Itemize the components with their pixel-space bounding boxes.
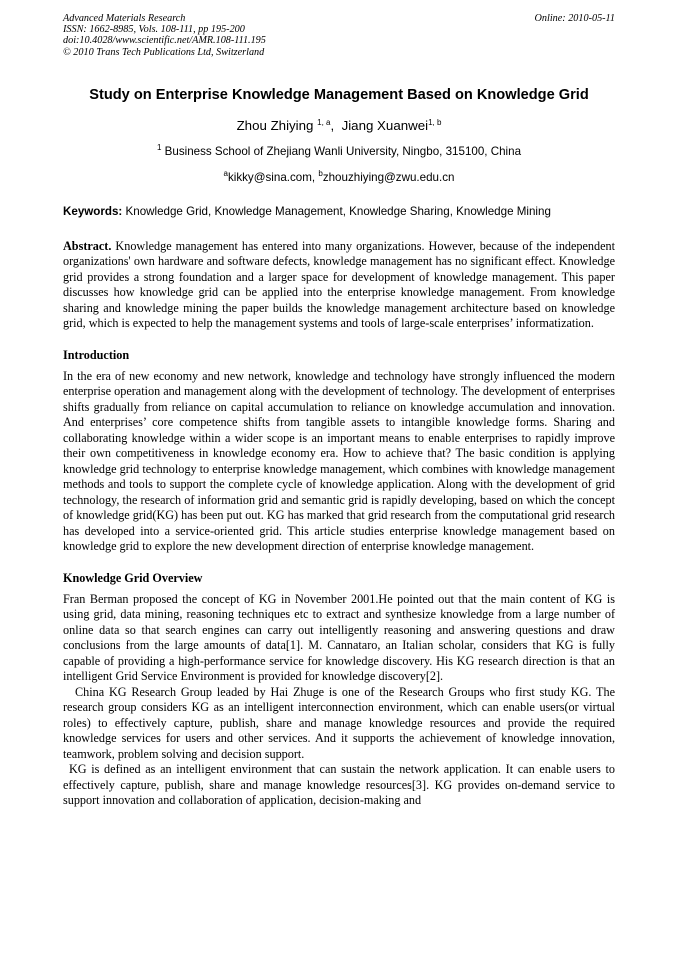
paper-title: Study on Enterprise Knowledge Management Based on Knowledge Grid xyxy=(89,86,589,103)
affiliation xyxy=(63,141,615,159)
author-name: Zhou Zhiying xyxy=(236,117,314,133)
journal-header xyxy=(63,13,615,58)
author-affiliation-marker: 1, a xyxy=(317,117,331,127)
paragraph: In the era of new economy and new network, knowledge and technology have strongly influenced the modern enterprise operation and management along with the development of technology. The development of enterprises shifts gradually from reliance on capital accumulation to reliance on knowledge accumulation and innovation. And enterprises’ core competence shifts from tangible assets to intangible knowledge forms. Sharing and collaborating knowledge within a wider scope is an important means to enable enterprises to rapidly improve their own competitiveness in knowledge economy era. How to achieve that? The basic condition is applying knowledge grid technology to enterprise knowledge management, which combines with knowledge management methods and tools to support the complete cycle of knowledge application. Along with the development of grid technology, the research of information grid and semantic grid is rapidly developing, based on which the concept of knowledge grid(KG) has been put out. KG has marked that grid research from the computational grid research has developed into a service-oriented grid. This article studies enterprise knowledge management based on knowledge grid to explore the new development direction of enterprise knowledge management. xyxy=(63,368,615,554)
paragraph: Fran Berman proposed the concept of KG in November 2001.He pointed out that the main content of KG is using grid, data mining, reasoning techniques etc to extract and synthesize knowledge from a large number of online data so that search engines can carry out intelligently reasoning and answering questions and draw conclusions from the large amounts of data[1]. M. Cannataro, an Italian scholar, considers that KG is fully capable of providing a high-performance service for knowledge discovery. His KG research direction is that an intelligent Grid Service Environment is provided for knowledge discovery[2]. xyxy=(63,591,615,684)
copyright-line: © 2010 Trans Tech Publications Ltd, Switzerland xyxy=(63,46,265,58)
keywords-label: Keywords: xyxy=(63,204,123,218)
author-name: Jiang Xuanwei xyxy=(341,117,429,133)
affiliation-text: Business School of Zhejiang Wanli University, Ningbo, 315100, China xyxy=(164,144,522,158)
email-marker: b xyxy=(318,168,323,178)
author-affiliation-marker: 1, b xyxy=(428,117,442,127)
abstract-text: Knowledge management has entered into many organizations. However, because of the independent organizations' own hardware and software defects, knowledge management has no significant effect. Knowledge grid provides a strong foundation and a larger space for development of knowledge management. This paper discusses how knowledge grid can be applied into the enterprise knowledge management. From knowledge sharing and knowledge mining the paper builds the knowledge management architecture based on knowledge grid, which is expected to help the management systems and tools of large-scale enterprises’ informatization. xyxy=(63,238,615,331)
section-heading: Knowledge Grid Overview xyxy=(63,570,203,585)
email-list xyxy=(63,167,615,185)
email-marker: a xyxy=(223,168,228,178)
keywords-text: Knowledge Grid, Knowledge Management, Knowledge Sharing, Knowledge Mining xyxy=(125,204,551,218)
section-introduction xyxy=(63,348,615,555)
author-separator: , xyxy=(330,117,335,133)
affiliation-marker: 1 xyxy=(156,142,162,152)
email-link[interactable]: zhouzhiying@zwu.edu.cn xyxy=(322,170,455,184)
author-list xyxy=(63,114,615,135)
journal-name: Advanced Materials Research xyxy=(63,13,186,24)
abstract-label: Abstract. xyxy=(63,238,112,253)
section-heading: Introduction xyxy=(63,347,130,362)
issn-line: ISSN: 1662-8985, Vols. 108-111, pp 195-200 xyxy=(63,24,245,36)
paragraph: KG is defined as an intelligent environment that can sustain the network application. It can enable users to effectively capture, publish, share and manage knowledge resources[3]. KG provides on-demand service to support innovation and collaboration of application, decision-making and xyxy=(63,762,615,808)
paper-page xyxy=(63,13,615,809)
online-date: Online: 2010-05-11 xyxy=(534,13,615,24)
keywords xyxy=(63,205,615,219)
abstract xyxy=(63,239,615,332)
doi-line: doi:10.4028/www.scientific.net/AMR.108-111.195 xyxy=(63,35,266,47)
email-link[interactable]: kikky@sina.com xyxy=(227,170,312,184)
email-separator: , xyxy=(311,170,319,184)
paragraph: China KG Research Group leaded by Hai Zhuge is one of the Research Groups who first study KG. The research group considers KG as an intelligent interconnection environment, which can enable users(or virtual roles) to effectively capture, publish, share and manage knowledge resources and provide the required knowledge services for users and other services. And it supports the achievement of knowledge innovation, teamwork, problem solving and decision support. xyxy=(63,684,615,761)
section-knowledge-grid-overview xyxy=(63,571,615,809)
